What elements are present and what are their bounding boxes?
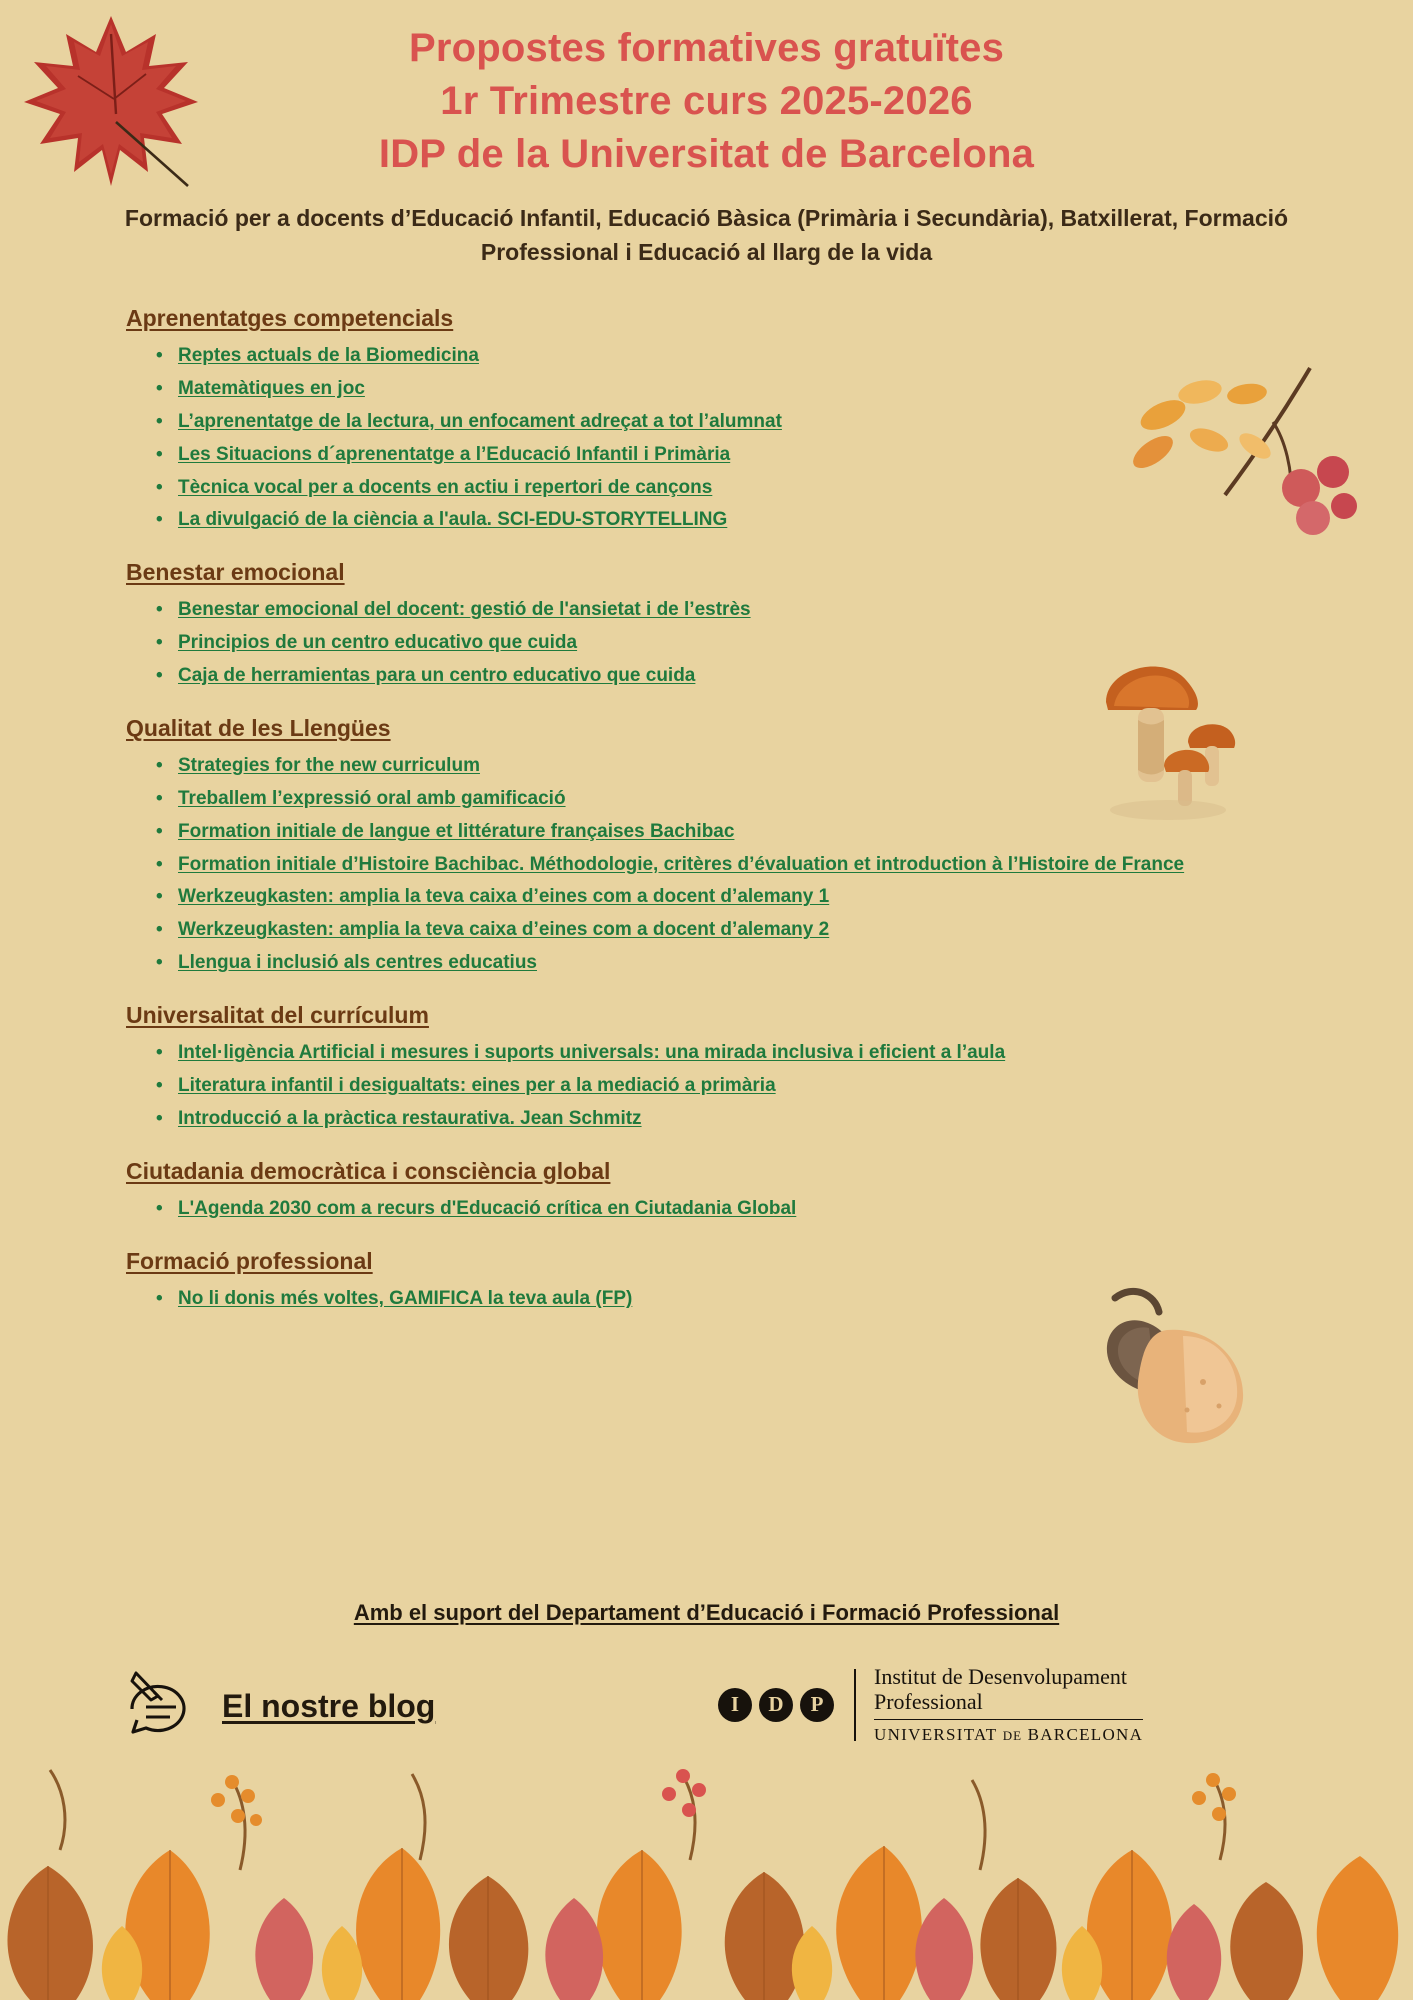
group-items [126,342,1306,535]
blog-link[interactable] [118,1663,435,1749]
course-link[interactable]: L’aprenentatge de la lectura, un enfocament adreçat a tot l’alumnat [178,410,782,432]
group-title: Aprenentatges competencials [126,305,454,332]
group-title: Benestar emocional [126,559,345,586]
course-link[interactable]: No li donis més voltes, GAMIFICA la teva aula (FP) [178,1287,633,1309]
course-item[interactable] [156,596,1306,625]
course-item[interactable] [156,818,1306,847]
course-link[interactable]: Strategies for the new curriculum [178,754,480,776]
course-link[interactable]: Reptes actuals de la Biomedicina [178,345,479,367]
course-group [126,715,1306,978]
course-item[interactable] [156,1072,1306,1101]
idp-text [874,1665,1143,1744]
course-link[interactable]: Werkzeugkasten: amplia la teva caixa d’eines com a docent d’alemany 2 [178,919,830,941]
course-link[interactable]: L'Agenda 2030 com a recurs d'Educació crítica en Ciutadania Global [178,1197,797,1219]
support-line: Amb el suport del Departament d’Educació i Formació Professional [353,1600,1060,1625]
idp-letters [718,1688,834,1722]
idp-letter-i: I [718,1688,752,1722]
idp-divider [854,1669,856,1741]
course-link[interactable]: Matemàtiques en joc [178,377,365,399]
idp-line-1: Institut de Desenvolupament [874,1664,1127,1689]
group-items [126,752,1306,978]
course-item[interactable] [156,662,1306,691]
idp-letter-p: P [800,1688,834,1722]
idp-de: DE [1002,1728,1023,1744]
idp-barcelona: BARCELONA [1027,1725,1144,1745]
course-group [126,305,1306,535]
course-item[interactable] [156,785,1306,814]
group-title: Qualitat de les Llengües [126,714,391,741]
course-link[interactable]: Intel·ligència Artificial i mesures i suports universals: una mirada inclusiva i eficient a l’aula [178,1042,1006,1064]
idp-line-2: Professional [874,1688,983,1714]
blog-label[interactable]: El nostre blog [222,1687,436,1724]
maple-leaf-illustration [16,4,206,204]
course-link[interactable]: Treballem l’expressió oral amb gamificació [178,787,566,809]
group-items [126,1195,1306,1224]
course-group [126,1002,1306,1134]
course-group [126,1158,1306,1224]
course-item[interactable] [156,851,1306,880]
group-title: Formació professional [126,1247,373,1274]
course-link[interactable]: Llengua i inclusió als centres educatius [178,952,537,974]
poster-footer [0,1655,1413,1785]
group-title: Ciutadania democràtica i consciència global [126,1157,611,1184]
course-item[interactable] [156,629,1306,658]
course-list [126,305,1306,1313]
course-item[interactable] [156,949,1306,978]
course-link[interactable]: Formation initiale d’Histoire Bachibac. Méthodologie, critères d’évaluation et introduction à l’Histoire de France [178,853,1185,875]
idp-logo [718,1665,1143,1744]
course-link[interactable]: Werkzeugkasten: amplia la teva caixa d’eines com a docent d’alemany 1 [178,886,830,908]
course-item[interactable] [156,1195,1306,1224]
course-item[interactable] [156,375,1306,404]
course-link[interactable]: Les Situacions d´aprenentatge a l’Educació Infantil i Primària [178,443,731,465]
course-link[interactable]: Caja de herramientas para un centro educativo que cuida [178,665,696,687]
group-items [126,596,1306,691]
group-items [126,1285,1306,1314]
course-item[interactable] [156,474,1306,503]
course-link[interactable]: Tècnica vocal per a docents en actiu i repertori de cançons [178,476,713,498]
idp-letter-d: D [759,1688,793,1722]
course-item[interactable] [156,441,1306,470]
course-item[interactable] [156,752,1306,781]
group-title: Universalitat del currículum [126,1002,429,1029]
course-item[interactable] [156,916,1306,945]
course-link[interactable]: Formation initiale de langue et littérature françaises Bachibac [178,820,735,842]
course-item[interactable] [156,1105,1306,1134]
course-item[interactable] [156,408,1306,437]
course-item[interactable] [156,1285,1306,1314]
title-line-2: 1r Trimestre curs 2025-2026 [440,78,973,123]
title-line-1: Propostes formatives gratuïtes [408,26,1005,70]
blog-pen-icon [118,1663,204,1749]
poster-header [0,0,1413,269]
course-link[interactable]: Principios de un centro educativo que cuida [178,632,578,654]
course-link[interactable]: Benestar emocional del docent: gestió de l'ansietat i de l’estrès [178,599,751,621]
course-link[interactable]: Literatura infantil i desigualtats: eines per a la mediació a primària [178,1074,776,1096]
title-line-3: IDP de la Universitat de Barcelona [378,131,1035,176]
idp-line-3 [874,1719,1143,1744]
course-link[interactable]: La divulgació de la ciència a l'aula. SCI-EDU-STORYTELLING [178,509,728,531]
course-link[interactable]: Introducció a la pràctica restaurativa. Jean Schmitz [178,1107,642,1129]
idp-universitat: UNIVERSITAT [874,1725,998,1745]
course-group [126,559,1306,691]
course-item[interactable] [156,883,1306,912]
group-items [126,1039,1306,1134]
poster-subtitle: Formació per a docents d’Educació Infantil, Educació Bàsica (Primària i Secundària), Batxillerat, Formació Professional i Educació al llarg de la vida [124,205,1289,265]
course-item[interactable] [156,506,1306,535]
course-item[interactable] [156,1039,1306,1068]
course-group [126,1248,1306,1314]
course-item[interactable] [156,342,1306,371]
